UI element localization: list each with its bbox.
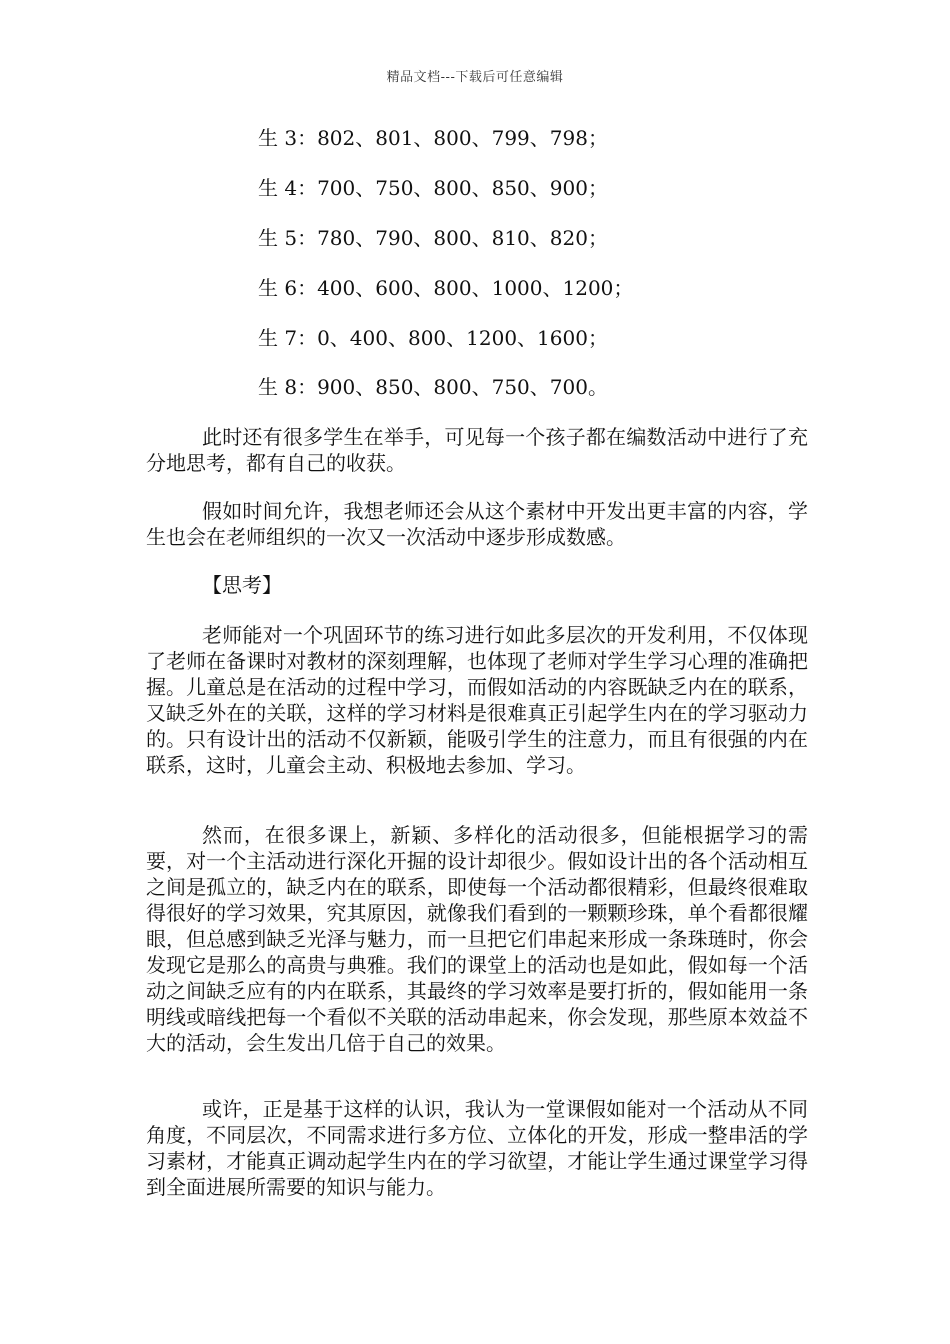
paragraph: 此时还有很多学生在举手，可见每一个孩子都在编数活动中进行了充分地思考，都有自己的收获。	[146, 425, 808, 475]
list-item: 生 4：700、750、800、850、900；	[258, 176, 608, 200]
list-item: 生 8：900、850、800、750、700。	[258, 375, 608, 399]
paragraph: 老师能对一个巩固环节的练习进行如此多层次的开发利用，不仅体现了老师在备课时对教材的深刻理解，也体现了老师对学生学习心理的准确把握。儿童总是在活动的过程中学习，而假如活动的内容既缺乏内在的联系，又缺乏外在的关联，这样的学习材料是很难真正引起学生内在的学习驱动力的。只有设计出的活动不仅新颖，能吸引学生的注意力，而且有很强的内在联系，这时，儿童会主动、积极地去参加、学习。	[146, 623, 808, 777]
paragraph: 假如时间允许，我想老师还会从这个素材中开发出更丰富的内容，学生也会在老师组织的一次又一次活动中逐步形成数感。	[146, 499, 808, 549]
section-heading: 【思考】	[202, 573, 282, 597]
paragraph: 然而，在很多课上，新颖、多样化的活动很多，但能根据学习的需要，对一个主活动进行深化开掘的设计却很少。假如设计出的各个活动相互之间是孤立的，缺乏内在的联系，即使每一个活动都很精彩，但最终很难取得很好的学习效果，究其原因，就像我们看到的一颗颗珍珠，单个看都很耀眼，但总感到缺乏光泽与魅力，而一旦把它们串起来形成一条珠琏时，你会发现它是那么的高贵与典雅。我们的课堂上的活动也是如此，假如每一个活动之间缺乏应有的内在联系，其最终的学习效率是要打折的，假如能用一条明线或暗线把每一个看似不关联的活动串起来，你会发现，那些原本效益不大的活动，会生发出几倍于自己的效果。	[146, 823, 808, 1055]
list-item: 生 6：400、600、800、1000、1200；	[258, 276, 634, 300]
paragraph: 或许，正是基于这样的认识，我认为一堂课假如能对一个活动从不同角度，不同层次，不同需求进行多方位、立体化的开发，形成一整串活的学习素材，才能真正调动起学生内在的学习欲望，才能让学生通过课堂学习得到全面进展所需要的知识与能力。	[146, 1097, 808, 1199]
list-item: 生 3：802、801、800、799、798；	[258, 126, 608, 150]
list-item: 生 5：780、790、800、810、820；	[258, 226, 608, 250]
list-item: 生 7：0、400、800、1200、1600；	[258, 326, 608, 350]
page-header: 精品文档---下载后可任意编辑	[386, 70, 564, 85]
